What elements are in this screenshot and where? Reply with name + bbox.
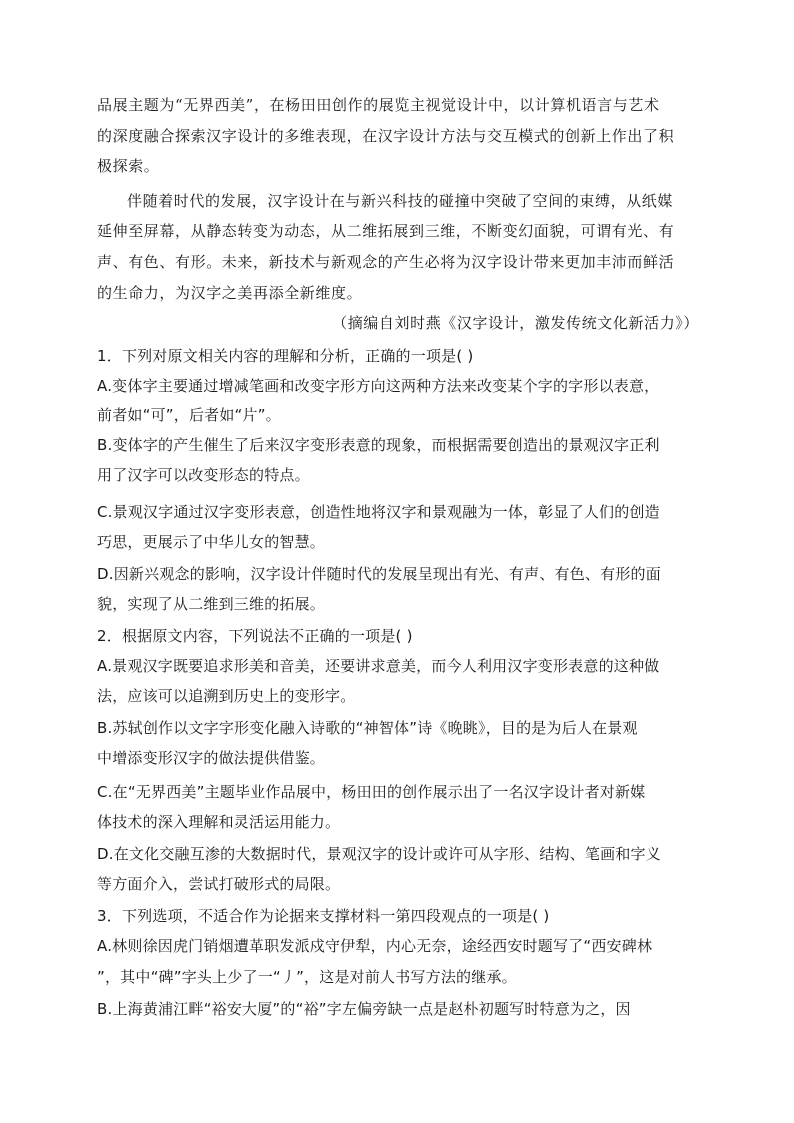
passage-line: 的生命力，为汉字之美再添全新维度。 [97, 284, 363, 302]
question-1-option-c: C.景观汉字通过汉字变形表意，创造性地将汉字和景观融为一体，彰显了人们的创造 [97, 503, 660, 521]
question-3-stem: 3．下列选项，不适合作为论据来支撑材料一第四段观点的一项是( ) [97, 907, 550, 925]
question-1-option-d: D.因新兴观念的影响，汉字设计伴随时代的发展呈现出有光、有声、有色、有形的面 [97, 565, 661, 583]
question-3-option-a: A.林则徐因虎门销烟遭革职发派戍守伊犁，内心无奈，途经西安时题写了“西安碑林 [97, 937, 653, 955]
question-3-option-a: ”，其中“碑”字头上少了一“丿”，这是对前人书写方法的继承。 [97, 968, 517, 986]
passage-line: 的深度融合探索汉字设计的多维表现，在汉字设计方法与交互模式的创新上作出了积 [97, 127, 675, 145]
question-2-option-c: 体技术的深入理解和灵活运用能力。 [97, 813, 341, 831]
question-2-option-b: 中增添变形汉字的做法提供借鉴。 [97, 749, 326, 767]
question-2-option-d: D.在文化交融互渗的大数据时代，景观汉字的设计或许可从字形、结构、笔画和字义 [97, 845, 661, 863]
question-2-option-d: 等方面介入，尝试打破形式的局限。 [97, 875, 341, 893]
question-1-option-a: 前者如“可”，后者如“片”。 [97, 406, 281, 424]
question-2-option-c: C.在“无界西美”主题毕业作品展中，杨田田的创作展示出了一名汉字设计者对新媒 [97, 783, 646, 801]
passage-line: 延伸至屏幕，从静态转变为动态，从二维拓展到三维，不断变幻面貌，可谓有光、有 [97, 222, 675, 240]
question-2-option-b: B.苏轼创作以文字字形变化融入诗歌的“神智体”诗《晚眺》，目的是为后人在景观 [97, 719, 638, 737]
question-3-option-b: B.上海黄浦江畔“裕安大厦”的“裕”字左偏旁缺一点是赵朴初题写时特意为之，因 [97, 1000, 631, 1018]
question-1-option-b: 用了汉字可以改变形态的特点。 [97, 466, 310, 484]
passage-source: （摘编自刘时燕《汉字设计，激发传统文化新活力》） [332, 314, 699, 332]
question-2-option-a: A.景观汉字既要追求形美和音美，还要讲求意美，而今人利用汉字变形表意的这种做 [97, 657, 660, 675]
question-1-option-c: 巧思，更展示了中华儿女的智慧。 [97, 533, 326, 551]
passage-line: 品展主题为“无界西美”，在杨田田创作的展览主视觉设计中，以计算机语言与艺术 [97, 96, 660, 114]
passage-line: 伴随着时代的发展，汉字设计在与新兴科技的碰撞中突破了空间的束缚，从纸媒 [127, 192, 674, 210]
question-2-option-a: 法，应该可以追溯到历史上的变形字。 [97, 687, 356, 705]
question-1-option-d: 貌，实现了从二维到三维的拓展。 [97, 595, 326, 613]
passage-line: 极探索。 [97, 157, 160, 175]
question-2-stem: 2．根据原文内容，下列说法不正确的一项是( ) [97, 627, 413, 645]
question-1-option-b: B.变体字的产生催生了后来汉字变形表意的现象，而根据需要创造出的景观汉字正利 [97, 436, 660, 454]
question-1-stem: 1．下列对原文相关内容的理解和分析，正确的一项是( ) [97, 347, 474, 365]
passage-line: 声、有色、有形。未来，新技术与新观念的产生必将为汉字设计带来更加丰沛而鲜活 [97, 253, 675, 271]
question-1-option-a: A.变体字主要通过增减笔画和改变字形方向这两种方法来改变某个字的字形以表意， [97, 377, 660, 395]
